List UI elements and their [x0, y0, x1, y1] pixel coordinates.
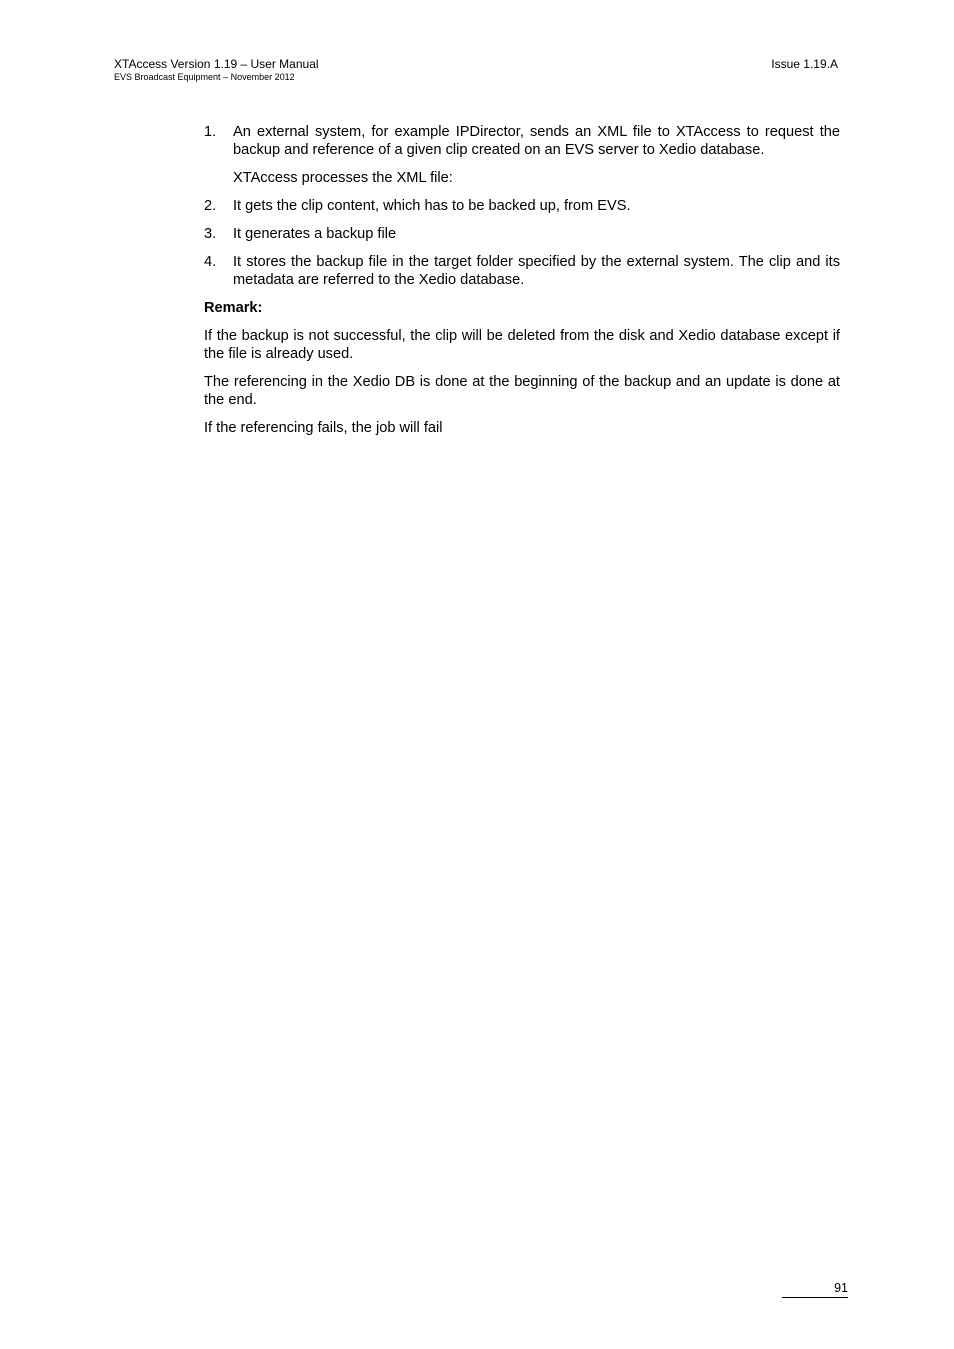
- list-item-text: It generates a backup file: [233, 226, 397, 242]
- issue-label: Issue 1.19.A: [771, 57, 838, 71]
- page-header: [114, 57, 319, 83]
- list-item-number: 1.: [204, 124, 217, 140]
- list-item-number: 3.: [204, 226, 217, 242]
- document-subtitle: EVS Broadcast Equipment – November 2012: [114, 72, 295, 82]
- list-item: [204, 225, 840, 243]
- list-item-text: It gets the clip content, which has to be backed up, from EVS.: [233, 198, 631, 214]
- process-intro: XTAccess processes the XML file:: [233, 170, 453, 186]
- page-content: [204, 123, 840, 437]
- paragraph: If the referencing fails, the job will fail: [204, 420, 443, 436]
- paragraph: If the backup is not successful, the clip will be deleted from the disk and Xedio database except if the file is already used.: [204, 328, 840, 362]
- list-item-text: An external system, for example IPDirector, sends an XML file to XTAccess to request the backup and reference of a given clip created on an EVS server to Xedio database.: [233, 124, 840, 158]
- page-number: 91: [782, 1281, 848, 1298]
- paragraph: The referencing in the Xedio DB is done at the beginning of the backup and an update is done at the end.: [204, 374, 840, 408]
- remark-label: Remark:: [204, 300, 263, 316]
- list-item-number: 4.: [204, 254, 217, 270]
- list-item: [204, 123, 840, 159]
- list-item-text: It stores the backup file in the target folder specified by the external system. The clip and its metadata are referred to the Xedio database.: [233, 254, 840, 288]
- list-item: [204, 197, 840, 215]
- list-item-number: 2.: [204, 198, 217, 214]
- document-title: XTAccess Version 1.19 – User Manual: [114, 57, 319, 71]
- list-item: [204, 253, 840, 289]
